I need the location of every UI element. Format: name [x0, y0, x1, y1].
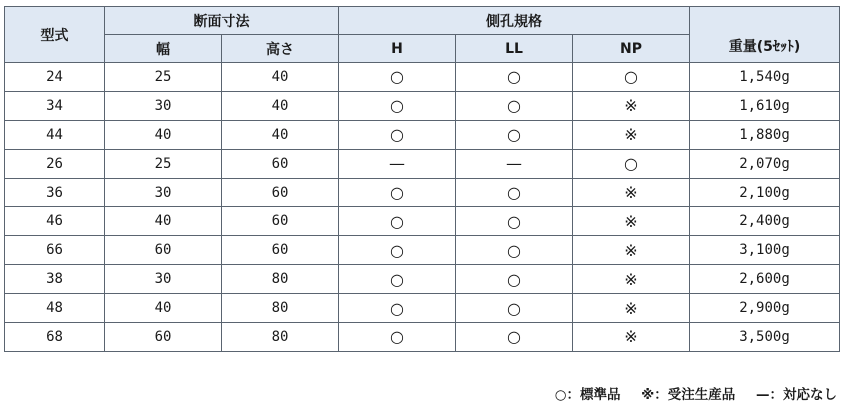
cell-h: ○ [339, 265, 456, 294]
cell-width: 60 [105, 323, 222, 352]
table-row [5, 323, 840, 352]
table-row [5, 63, 840, 92]
cell-model: 44 [5, 120, 105, 149]
cell-width: 25 [105, 149, 222, 178]
cell-height: 80 [222, 323, 339, 352]
cell-np: ※ [573, 120, 690, 149]
cell-weight: 2,070g [690, 149, 840, 178]
cell-model: 38 [5, 265, 105, 294]
cell-model: 66 [5, 236, 105, 265]
cell-weight: 2,900g [690, 294, 840, 323]
cell-width: 25 [105, 63, 222, 92]
cell-h: ○ [339, 323, 456, 352]
cell-width: 40 [105, 120, 222, 149]
cell-model: 34 [5, 91, 105, 120]
header-model: 型式 [5, 7, 105, 63]
header-width: 幅 [105, 35, 222, 63]
cell-np: ※ [573, 294, 690, 323]
header-side-hole-spec: 側孔規格 [339, 7, 690, 35]
cell-np: ※ [573, 236, 690, 265]
cell-model: 68 [5, 323, 105, 352]
cell-height: 40 [222, 91, 339, 120]
header-np: NP [573, 35, 690, 63]
header-weight: 重量(5ｾｯﾄ) [690, 7, 840, 63]
cell-width: 40 [105, 294, 222, 323]
header-h: H [339, 35, 456, 63]
cell-ll: ○ [456, 63, 573, 92]
cell-np: ※ [573, 207, 690, 236]
cell-model: 24 [5, 63, 105, 92]
cell-weight: 1,880g [690, 120, 840, 149]
cell-height: 60 [222, 178, 339, 207]
cell-height: 60 [222, 236, 339, 265]
cell-weight: 1,610g [690, 91, 840, 120]
cell-height: 60 [222, 207, 339, 236]
cell-h: — [339, 149, 456, 178]
cell-ll: ○ [456, 91, 573, 120]
cell-h: ○ [339, 207, 456, 236]
legend [539, 383, 837, 403]
cell-h: ○ [339, 91, 456, 120]
cell-model: 48 [5, 294, 105, 323]
cell-ll: ○ [456, 294, 573, 323]
cell-height: 40 [222, 63, 339, 92]
cell-weight: 2,600g [690, 265, 840, 294]
cell-height: 80 [222, 265, 339, 294]
cell-width: 60 [105, 236, 222, 265]
table-row [5, 265, 840, 294]
header-section-dimensions: 断面寸法 [105, 7, 339, 35]
legend-standard: ○：標準品 [554, 387, 621, 403]
cell-width: 30 [105, 265, 222, 294]
table-header [5, 7, 840, 63]
cell-weight: 1,540g [690, 63, 840, 92]
cell-np: ※ [573, 178, 690, 207]
cell-ll: — [456, 149, 573, 178]
cell-np: ○ [573, 63, 690, 92]
cell-ll: ○ [456, 120, 573, 149]
cell-weight: 3,100g [690, 236, 840, 265]
table-row [5, 120, 840, 149]
cell-width: 30 [105, 178, 222, 207]
header-ll: LL [456, 35, 573, 63]
legend-made-to-order: ※：受注生産品 [641, 387, 736, 403]
cell-model: 46 [5, 207, 105, 236]
table-row [5, 91, 840, 120]
cell-ll: ○ [456, 323, 573, 352]
cell-weight: 3,500g [690, 323, 840, 352]
cell-model: 36 [5, 178, 105, 207]
cell-h: ○ [339, 120, 456, 149]
cell-np: ○ [573, 149, 690, 178]
cell-height: 60 [222, 149, 339, 178]
cell-weight: 2,400g [690, 207, 840, 236]
cell-np: ※ [573, 265, 690, 294]
table-row [5, 207, 840, 236]
cell-h: ○ [339, 63, 456, 92]
cell-height: 80 [222, 294, 339, 323]
cell-ll: ○ [456, 178, 573, 207]
cell-height: 40 [222, 120, 339, 149]
header-height: 高さ [222, 35, 339, 63]
cell-ll: ○ [456, 236, 573, 265]
legend-not-available: —：対応なし [756, 387, 837, 403]
table-row [5, 236, 840, 265]
cell-weight: 2,100g [690, 178, 840, 207]
table-body [5, 63, 840, 352]
spec-table [4, 6, 840, 352]
cell-h: ○ [339, 294, 456, 323]
cell-width: 40 [105, 207, 222, 236]
cell-model: 26 [5, 149, 105, 178]
table-row [5, 149, 840, 178]
table-row [5, 294, 840, 323]
cell-ll: ○ [456, 265, 573, 294]
cell-np: ※ [573, 323, 690, 352]
cell-width: 30 [105, 91, 222, 120]
cell-h: ○ [339, 236, 456, 265]
table-row [5, 178, 840, 207]
cell-h: ○ [339, 178, 456, 207]
cell-ll: ○ [456, 207, 573, 236]
cell-np: ※ [573, 91, 690, 120]
